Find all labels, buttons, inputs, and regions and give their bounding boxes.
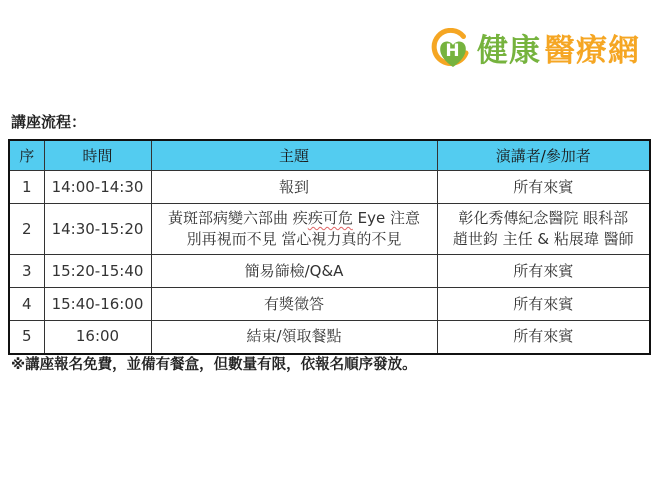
col-header-no: 序: [9, 140, 44, 171]
logo-text-orange: 醫療網: [544, 32, 640, 69]
table-row: [9, 288, 650, 321]
table-row: [9, 204, 650, 255]
table-body: [9, 171, 650, 354]
cell-speaker: 彰化秀傳紀念醫院 眼科部 趙世鈞 主任 & 粘展瑋 醫師: [437, 204, 650, 255]
cell-topic: 報到: [151, 171, 437, 204]
cell-no: 5: [9, 321, 44, 354]
logo-text-green: 健康: [477, 32, 541, 69]
svg-text:H: H: [445, 41, 461, 61]
table-row: [9, 321, 650, 354]
cell-no: 4: [9, 288, 44, 321]
footnote: ※講座報名免費，並備有餐盒，但數量有限，依報名順序發放。: [11, 357, 417, 373]
heart-h-icon: [430, 28, 474, 74]
cell-no: 1: [9, 171, 44, 204]
spellcheck-underline: 疾可危: [307, 209, 353, 227]
cell-no: 2: [9, 204, 44, 255]
cell-time: 15:40-16:00: [44, 288, 151, 321]
table-header-row: [9, 140, 650, 171]
cell-topic: 有獎徵答: [151, 288, 437, 321]
cell-topic: 簡易篩檢/Q&A: [151, 255, 437, 288]
col-header-speaker: 演講者/參加者: [437, 140, 650, 171]
cell-topic: 黃斑部病變六部曲 疾疾可危 Eye 注意 別再視而不見 當心視力真的不見: [151, 204, 437, 255]
section-title: 講座流程：: [11, 113, 87, 131]
cell-no: 3: [9, 255, 44, 288]
cell-speaker: 所有來賓: [437, 171, 650, 204]
cell-time: 16:00: [44, 321, 151, 354]
cell-speaker: 所有來賓: [437, 255, 650, 288]
cell-time: 15:20-15:40: [44, 255, 151, 288]
table-row: [9, 171, 650, 204]
logo: [430, 28, 640, 74]
col-header-time: 時間: [44, 140, 151, 171]
cell-speaker: 所有來賓: [437, 288, 650, 321]
cell-time: 14:00-14:30: [44, 171, 151, 204]
col-header-topic: 主題: [151, 140, 437, 171]
schedule-table: [8, 139, 651, 355]
cell-topic: 結束/領取餐點: [151, 321, 437, 354]
cell-speaker: 所有來賓: [437, 321, 650, 354]
table-row: [9, 255, 650, 288]
cell-time: 14:30-15:20: [44, 204, 151, 255]
